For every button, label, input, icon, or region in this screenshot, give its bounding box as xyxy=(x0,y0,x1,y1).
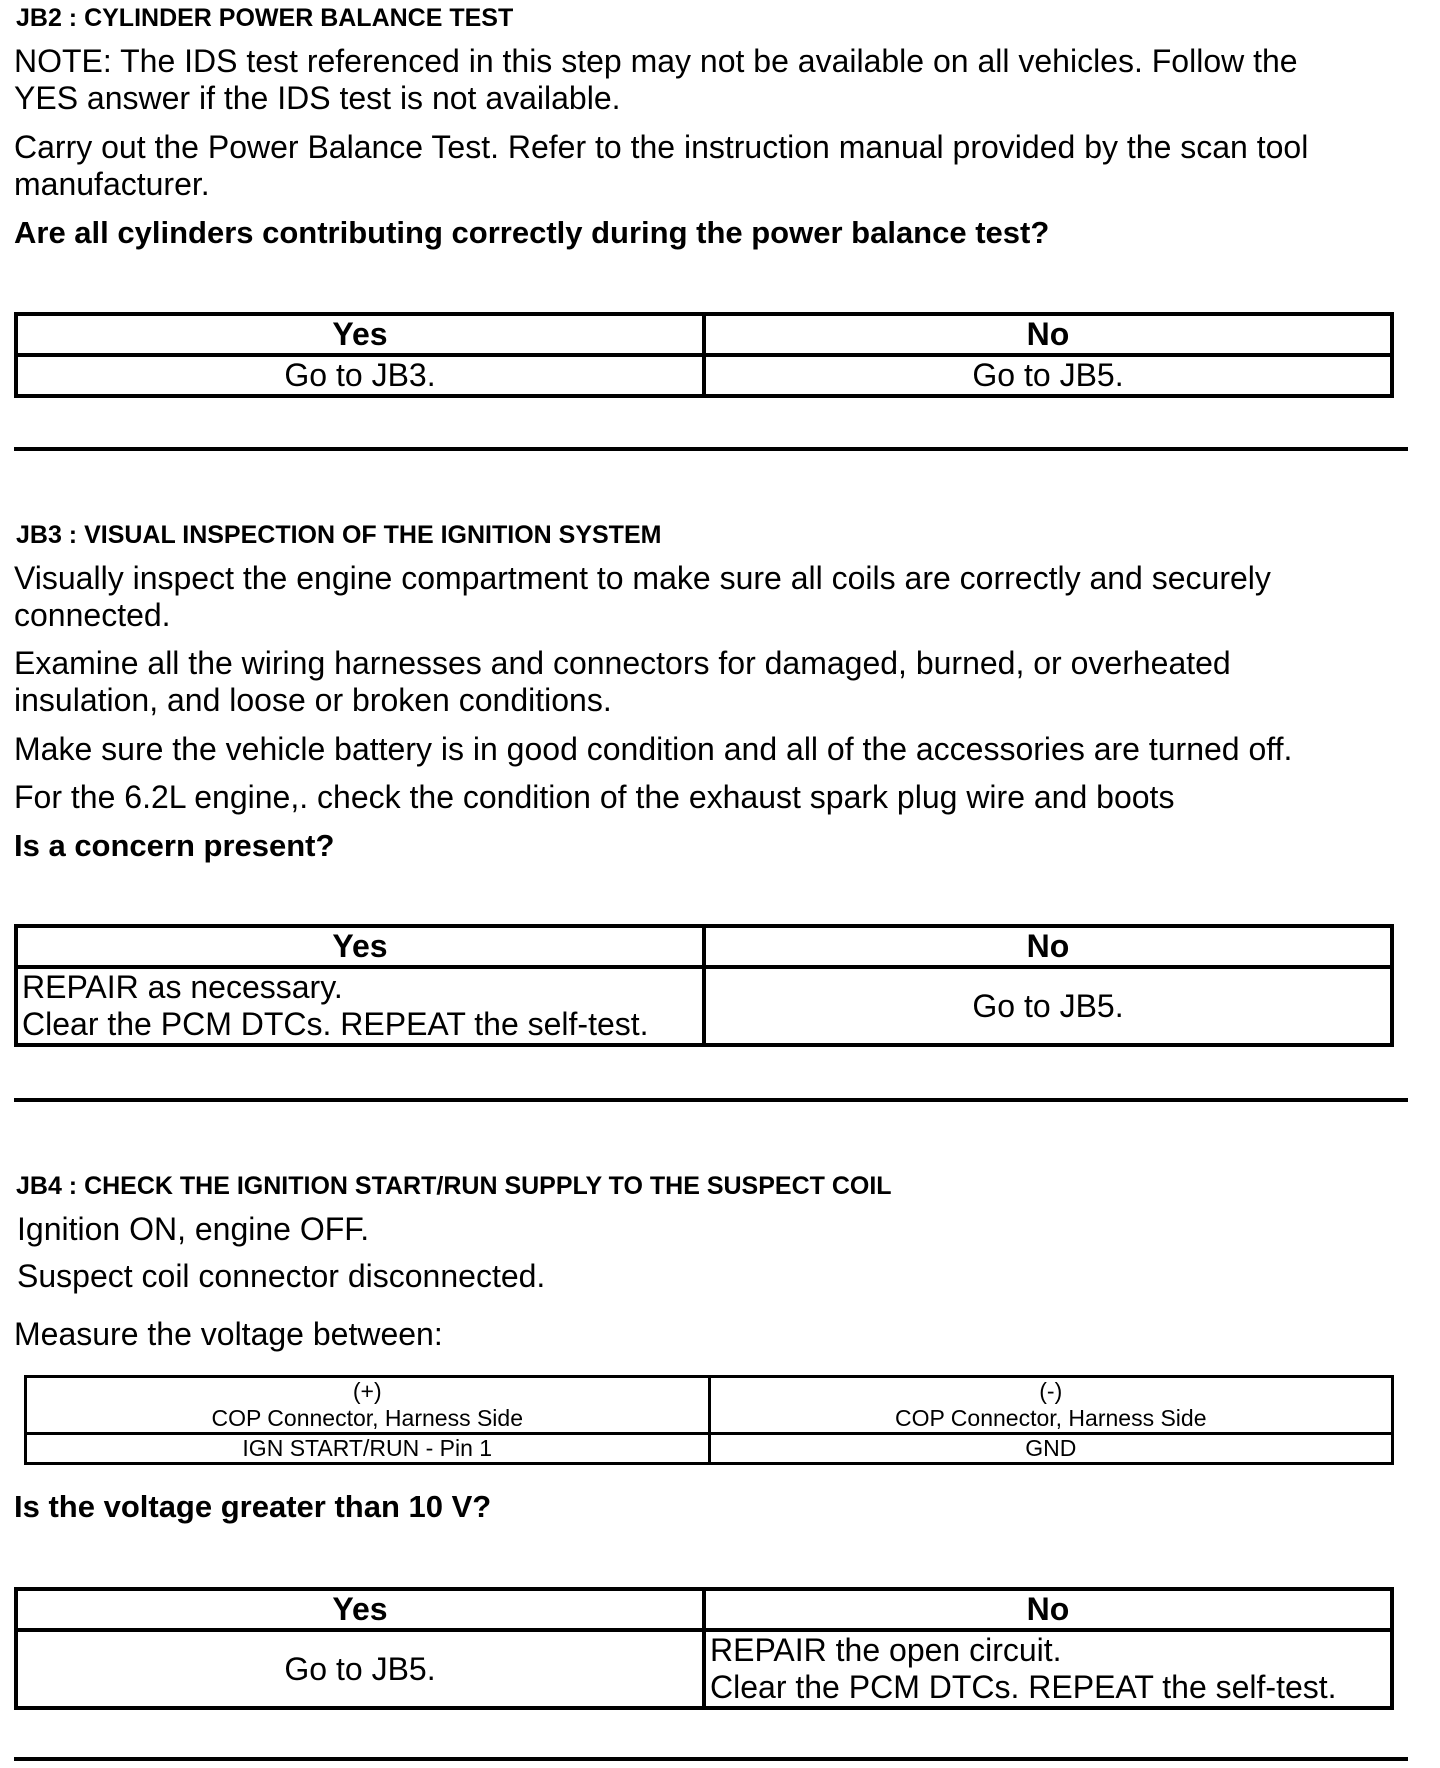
step-jb4-question: Is the voltage greater than 10 V? xyxy=(14,1489,492,1524)
positive-probe-header xyxy=(26,1377,710,1434)
no-header: No xyxy=(704,1589,1392,1630)
answer-action-row xyxy=(16,967,1392,1045)
step-jb2-heading: JB2 : CYLINDER POWER BALANCE TEST xyxy=(16,4,514,32)
negative-test-point: GND xyxy=(709,1434,1393,1464)
step-jb2-note: NOTE: The IDS test referenced in this step may not be available on all vehicles. Follow the YES answer if the IDS test is not available. xyxy=(14,43,1298,116)
yes-action: Go to JB3. xyxy=(16,355,704,396)
no-header: No xyxy=(704,926,1392,967)
positive-test-point: IGN START/RUN - Pin 1 xyxy=(26,1434,710,1464)
step-jb4-ignition-state: Ignition ON, engine OFF. xyxy=(17,1211,370,1247)
no-header: No xyxy=(704,314,1392,355)
step-jb4-measure-instruction: Measure the voltage between: xyxy=(14,1316,443,1352)
yes-header: Yes xyxy=(16,926,704,967)
step-jb4-connector-state: Suspect coil connector disconnected. xyxy=(17,1258,546,1294)
step-jb3-spark-plug-check: For the 6.2L engine,. check the condition of the exhaust spark plug wire and boots xyxy=(14,779,1175,815)
step-jb4-heading: JB4 : CHECK THE IGNITION START/RUN SUPPLY TO THE SUSPECT COIL xyxy=(16,1172,892,1200)
step-jb3-battery-check: Make sure the vehicle battery is in good condition and all of the accessories are turned off. xyxy=(14,731,1293,767)
step-jb3-answer-table xyxy=(14,924,1394,1047)
no-action: Go to JB5. xyxy=(704,355,1392,396)
section-divider xyxy=(14,1757,1408,1761)
answer-header-row xyxy=(16,314,1392,355)
positive-polarity: (+) xyxy=(352,1378,382,1404)
yes-header: Yes xyxy=(16,1589,704,1630)
step-jb4-measurement-table xyxy=(24,1375,1394,1465)
negative-probe-header xyxy=(709,1377,1393,1434)
no-action: REPAIR the open circuit. Clear the PCM DTCs. REPEAT the self-test. xyxy=(704,1630,1392,1708)
section-divider xyxy=(14,447,1408,451)
yes-header: Yes xyxy=(16,314,704,355)
negative-polarity: (-) xyxy=(1039,1378,1063,1404)
step-jb3-inspect-coils: Visually inspect the engine compartment to make sure all coils are correctly and securely connected. xyxy=(14,560,1271,633)
step-jb3-heading: JB3 : VISUAL INSPECTION OF THE IGNITION SYSTEM xyxy=(16,521,662,549)
answer-action-row xyxy=(16,1630,1392,1708)
measurement-header-row xyxy=(26,1377,1393,1434)
answer-header-row xyxy=(16,926,1392,967)
step-jb3-question: Is a concern present? xyxy=(14,828,335,863)
step-jb3-examine-harnesses: Examine all the wiring harnesses and connectors for damaged, burned, or overheated insulation, and loose or broken conditions. xyxy=(14,645,1231,718)
answer-header-row xyxy=(16,1589,1392,1630)
no-action: Go to JB5. xyxy=(704,967,1392,1045)
measurement-point-row xyxy=(26,1434,1393,1464)
answer-action-row xyxy=(16,355,1392,396)
step-jb2-answer-table xyxy=(14,312,1394,398)
step-jb2-question: Are all cylinders contributing correctly during the power balance test? xyxy=(14,215,1050,250)
section-divider xyxy=(14,1098,1408,1102)
yes-action: REPAIR as necessary. Clear the PCM DTCs. REPEAT the self-test. xyxy=(16,967,704,1045)
yes-action: Go to JB5. xyxy=(16,1630,704,1708)
step-jb4-answer-table xyxy=(14,1587,1394,1710)
negative-connector: COP Connector, Harness Side xyxy=(894,1405,1207,1431)
positive-connector: COP Connector, Harness Side xyxy=(211,1405,523,1431)
step-jb2-instruction: Carry out the Power Balance Test. Refer to the instruction manual provided by the scan tool manufacturer. xyxy=(14,129,1309,202)
